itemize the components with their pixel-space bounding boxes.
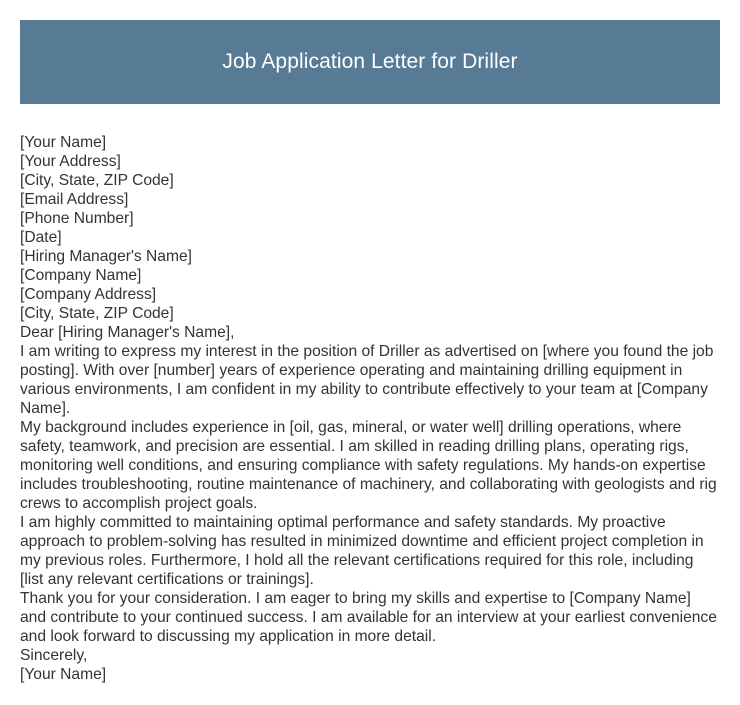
recipient-company-address: [Company Address] bbox=[20, 286, 157, 303]
recipient-hiring-manager: [Hiring Manager's Name] bbox=[20, 248, 192, 265]
sender-email: [Email Address] bbox=[20, 191, 129, 208]
page-title: Job Application Letter for Driller bbox=[222, 50, 518, 73]
paragraph-background: My background includes experience in [oil, gas, mineral, or water well] drilling operations, where safety, teamwork, and precision are essential. I am skilled in reading drilling plans, operating rigs, monitoring well conditions, and ensuring compliance with safety regulations. My hands-on expertise includes troubleshooting, routine maintenance of machinery, and collaborating with geologists and rig crews to accomplish project goals. bbox=[20, 419, 717, 512]
sender-address: [Your Address] bbox=[20, 153, 121, 170]
signature: [Your Name] bbox=[20, 666, 107, 683]
paragraph-commitment: I am highly committed to maintaining optimal performance and safety standards. My proactive approach to problem-solving has resulted in minimized downtime and efficient project completion in my previous roles. Furthermore, I hold all the relevant certifications required for this role, including [list any relevant certifications or trainings]. bbox=[20, 514, 704, 588]
header-banner bbox=[20, 20, 720, 104]
salutation: Dear [Hiring Manager's Name], bbox=[20, 324, 235, 341]
sender-name: [Your Name] bbox=[20, 134, 107, 151]
closing: Sincerely, bbox=[20, 647, 88, 664]
letter-body bbox=[20, 133, 720, 684]
letter-date: [Date] bbox=[20, 229, 62, 246]
sender-city-state-zip: [City, State, ZIP Code] bbox=[20, 172, 174, 189]
paragraph-intro: I am writing to express my interest in the position of Driller as advertised on [where you found the job posting]. With over [number] years of experience operating and maintaining drilling equipment in various environments, I am confident in my ability to contribute effectively to your team at [Company Name]. bbox=[20, 343, 714, 417]
paragraph-closing-remarks: Thank you for your consideration. I am eager to bring my skills and expertise to [Company Name] and contribute to your continued success. I am available for an interview at your earliest convenience and look forward to discussing my application in more detail. bbox=[20, 590, 717, 645]
sender-phone: [Phone Number] bbox=[20, 210, 134, 227]
recipient-company-name: [Company Name] bbox=[20, 267, 142, 284]
recipient-city-state-zip: [City, State, ZIP Code] bbox=[20, 305, 174, 322]
